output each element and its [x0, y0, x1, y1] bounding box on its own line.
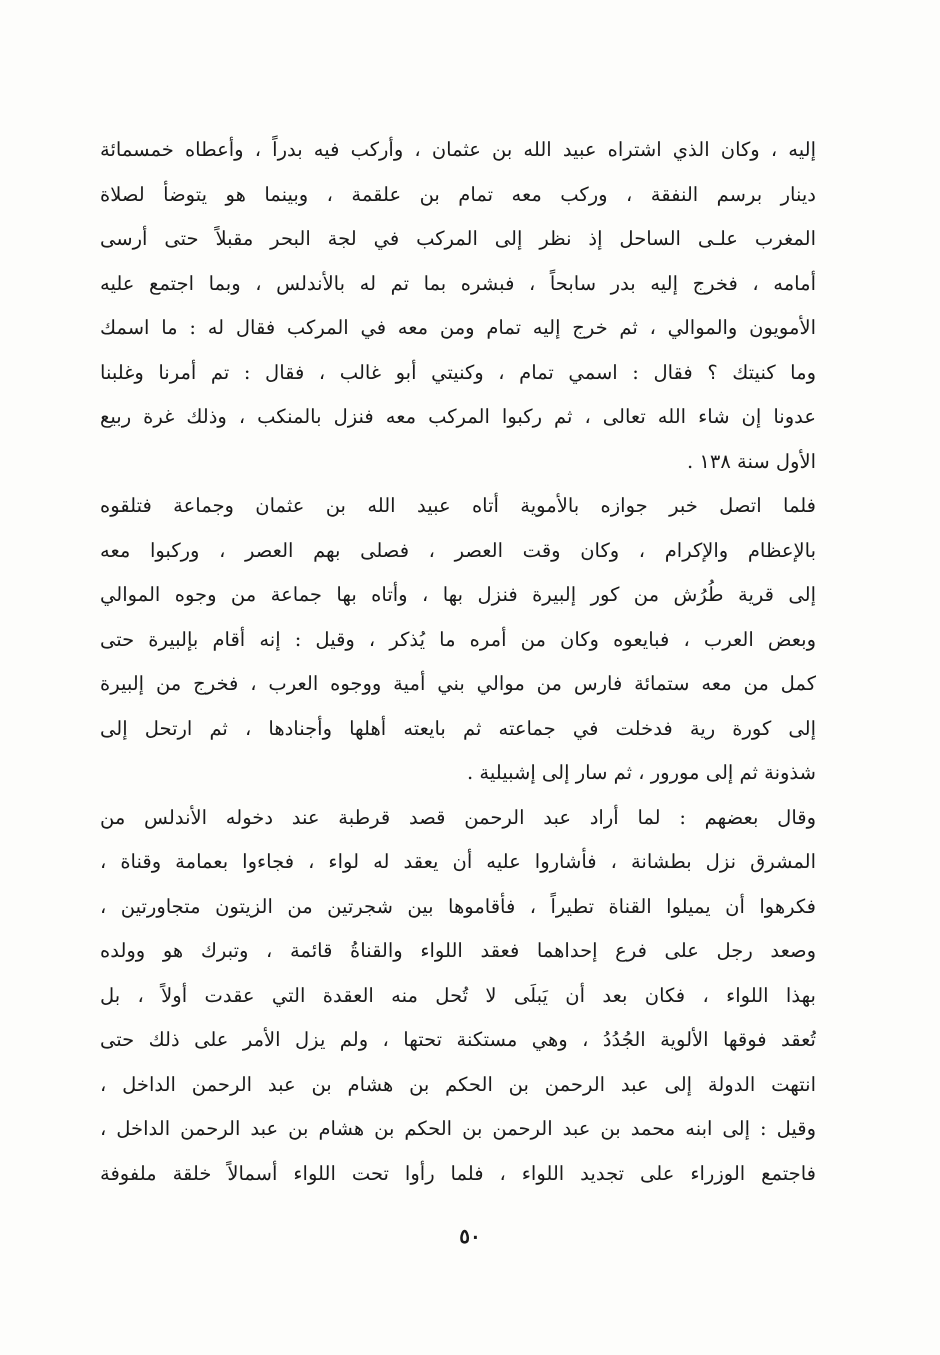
- text-line: تُعقد فوقها الألوية الجُدُدُ ، وهي مستكنة تحتها ، ولم يزل الأمر على ذلك حتى: [100, 1028, 816, 1051]
- text-line: بالإعظام والإكرام ، وكان وقت العصر ، فصلى بهم العصر ، وركبوا معه: [100, 538, 816, 562]
- text-line: وقال بعضهم : لما أراد عبد الرحمن قصد قرطبة عند دخوله الأندلس من: [100, 805, 816, 829]
- text-line: المغرب علـى الساحل إذ نظر إلى المركب في لجة البحر مقبلاً حتى أرسى: [100, 227, 816, 250]
- text-line: شذونة ثم إلى مورور ، ثم سار إلى إشبيلية .: [467, 761, 816, 784]
- text-line: فاجتمع الوزراء على تجديد اللواء ، فلما رأوا تحت اللواء أسمالاً خلقة ملفوفة: [100, 1161, 816, 1185]
- text-line: وبعض العرب ، فبايعوه وكان من أمره ما يُذكر ، وقيل : إنه أقام بإلبيرة حتى: [100, 627, 816, 651]
- text-line: الأول سنة ١٣٨ .: [686, 449, 816, 473]
- text-line: إلى كورة رية فدخلت في جماعته ثم بايعته أهلها وأجنادها ، ثم ارتحل إلى: [100, 716, 816, 740]
- text-line: وما كنيتك ؟ فقال : اسمي تمام ، وكنيتي أبو غالب ، فقال : تم أمرنا وغلبنا: [100, 360, 816, 384]
- text-line: إلى قرية طُرُش من كور إلبيرة فنزل بها ، وأتاه بها جماعة من وجوه الموالي: [100, 583, 816, 606]
- text-line: انتهت الدولة إلى عبد الرحمن بن الحكم بن هشام بن عبد الرحمن الداخل ،: [100, 1072, 816, 1096]
- body-text: [100, 128, 816, 1196]
- page-number: ٥٠: [459, 1224, 481, 1248]
- text-line: إليه ، وكان الذي اشتراه عبيد الله بن عثمان ، وأركب فيه بدراً ، وأعطاه خمسمائة: [100, 138, 816, 161]
- text-line: وصعد رجل على فرع إحداهما فعقد اللواء والقناةُ قائمة ، وتبرك هو وولده: [100, 939, 816, 962]
- text-line: بهذا اللواء ، فكان بعد أن يَبلَى لا تُحل منه العقدة التي عقدت أولاً ، بل: [100, 983, 816, 1007]
- text-line: فكرهوا أن يميلوا القناة تطيراً ، فأقاموها بين شجرتين من الزيتون متجاورتين ،: [100, 894, 816, 918]
- text-line: الأمويون والموالي ، ثم خرج إليه تمام ومن معه في المركب فقال له : ما اسمك: [100, 316, 816, 339]
- text-line: فلما اتصل خبر جوازه بالأموية أتاه عبيد الله بن عثمان وجماعة فتلقوه: [100, 494, 816, 517]
- text-line: دينار برسم النفقة ، وركب معه تمام بن علقمة ، وبينما هو يتوضأ لصلاة: [100, 182, 816, 206]
- text-line: المشرق نزل بطشانة ، فأشاروا عليه أن يعقد له لواء ، فجاءوا بعمامة وقناة ،: [100, 850, 816, 873]
- text-line: عدونا إن شاء الله تعالى ، ثم ركبوا المركب معه فنزل بالمنكب ، وذلك غرة ربيع: [100, 405, 816, 428]
- text-line: أمامه ، فخرج إليه بدر سابحاً ، فبشره بما تم له بالأندلس ، وبما اجتمع عليه: [100, 271, 816, 295]
- text-line: وقيل : إلى ابنه محمد بن عبد الرحمن بن الحكم بن هشام بن عبد الرحمن الداخل ،: [100, 1117, 816, 1140]
- text-line: كمل من معه ستمائة فارس من موالي بني أمية ووجوه العرب ، فخرج من إلبيرة: [100, 672, 816, 695]
